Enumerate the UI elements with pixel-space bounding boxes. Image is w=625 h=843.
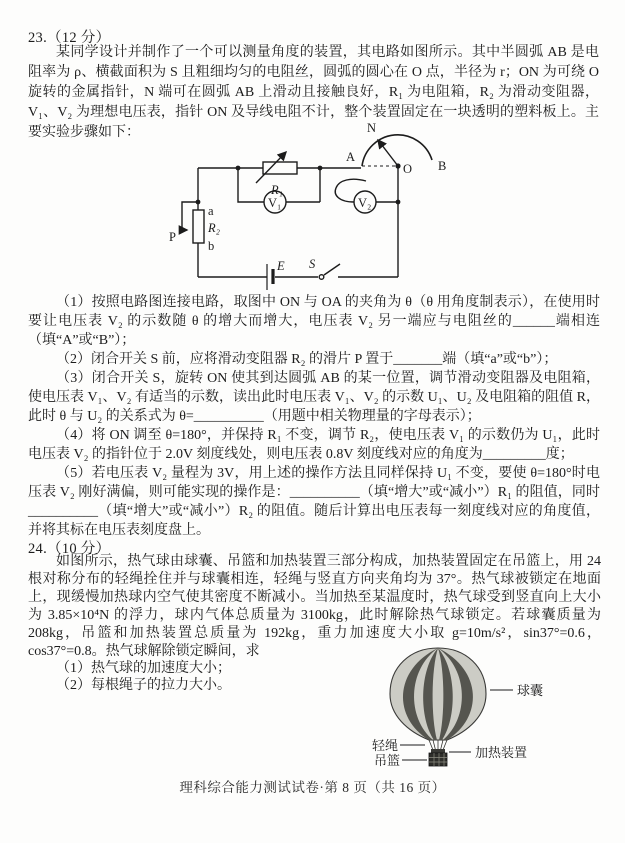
resistor-R1	[263, 162, 297, 174]
q23-number: 23.（12 分）	[28, 30, 111, 46]
circuit-diagram	[150, 118, 480, 292]
rope-line	[433, 740, 436, 750]
q23-step-2: （2）闭合开关 S 前，应将滑动变阻器 R₂ 的滑片 P 置于_______端（填“a”或“b”）；	[56, 352, 558, 367]
q24-subitem-1: （1）热气球的加速度大小；	[56, 661, 231, 676]
switch-contact	[319, 275, 324, 280]
label-B: B	[438, 159, 447, 173]
resistance-wire-arc	[362, 135, 432, 166]
q23-step-4: （4）将 ON 调至 θ=180°，并保持 R₁ 不变，调节 R₂，使电压表 V₁ 的示数仍为 U₁，此时电压表 V₂ 的指针位于 2.0V 刻度线处，则电压表 0.8V 刻度线对应的角度为_________度；	[28, 428, 600, 462]
label-a: a	[208, 204, 214, 218]
rheostat-slider-wire	[182, 202, 198, 230]
q23-step-3: （3）闭合开关 S，旋转 ON 使其到达圆弧 AB 的某一位置，调节滑动变阻器及电阻箱，使电压表 V₁、V₂ 有适当的示数，读出此时电压表 V₁、V₂ 的示数 U₁、U₂ 及电阻箱的阻值 R，此时 θ 与 U₂ 的关系式为 θ=__________（用题中相关物理量的字母表示）；	[28, 371, 600, 424]
label-E: E	[277, 259, 285, 273]
balloon-heater	[431, 749, 445, 753]
pointer-ON	[378, 140, 398, 166]
label-A: A	[346, 150, 356, 164]
q24-subitem-2: （2）每根绳子的拉力大小。	[56, 678, 231, 693]
label-heater: 加热装置	[475, 745, 528, 760]
rope-line	[429, 740, 433, 750]
switch-blade	[324, 264, 340, 275]
rope-line	[441, 740, 444, 750]
label-P: P	[169, 230, 176, 244]
label-R1: R₁	[271, 183, 283, 197]
rope-line	[443, 740, 447, 750]
label-N: N	[367, 121, 377, 135]
q24-number: 24.（10 分）	[28, 541, 111, 557]
junction-dot	[236, 166, 241, 171]
q23-intro: 某同学设计并制作了一个可以测量角度的装置，其电路如图所示。其中半圆弧 AB 是电阻率为 ρ、横截面积为 S 且粗细均匀的电阻丝，圆弧的圆心在 O 点，半径为 r；ON 为可绕 O 旋转的金属指针，N 端可在圆弧 AB 上滑动且接触良好，R₁ 为电阻箱，R₂ 为滑动变阻器，V₁、V₂ 为理想电压表，指针 ON 及导线电阻不计，整个装置固定在一块透明的塑料板上。主要实验步骤如下：	[28, 45, 599, 140]
wire	[286, 168, 320, 202]
label-S: S	[309, 257, 316, 271]
label-O: O	[403, 162, 413, 176]
q24-intro: 如图所示，热气球由球囊、吊篮和加热装置三部分构成，加热装置固定在吊篮上，用 24 根对称分布的轻绳拴住并与球囊相连，轻绳与竖直方向夹角均为 37°。热气球被锁定在地面上，现缓慢加热球内空气使其密度不断减小。当加热至某温度时，热气球受到竖直向上大小为 3.85×10⁴N 的浮力，球内气体总质量为 3100kg，此时解除热气球锁定。若球囊质量为 208kg，吊篮和加热装置总质量为 192kg，重力加速度大小取 g=10m/s²，sin37°=0.6，cos37°=0.8。热气球解除锁定瞬间，求	[28, 554, 601, 659]
label-basket: 吊篮	[374, 753, 401, 768]
label-V2: V₂	[358, 196, 372, 210]
rheostat-R2	[193, 210, 204, 243]
label-b: b	[208, 239, 215, 253]
balloon-figure	[363, 644, 590, 776]
junction-dot	[318, 166, 323, 171]
circuit-wires	[181, 135, 432, 290]
page-footer: 理科综合能力测试试卷·第 8 页（共 16 页）	[179, 780, 446, 795]
wire	[238, 168, 264, 202]
label-envelope: 球囊	[517, 683, 544, 698]
junction-dot	[396, 200, 401, 205]
junction-dot	[196, 200, 201, 205]
label-R2: R₂	[208, 221, 220, 235]
label-rope: 轻绳	[372, 738, 399, 753]
q23-step-5: （5）若电压表 V₂ 量程为 3V，用上述的操作方法且同样保持 U₁ 不变，要使 θ=180°时电压表 V₂ 刚好满偏，则可能实现的操作是：__________（填“增大”或“减小”）R₁ 的阻值，同时__________（填“增大”或“减小”）R₂ 的阻值。随后计算出电压表每一刻度线对应的角度值，并将其标在电压表刻度盘上。	[28, 466, 600, 538]
junction-dot-O	[395, 163, 400, 168]
q23-step-1: （1）按照电路图连接电路，取图中 ON 与 OA 的夹角为 θ（θ 用角度制表示），在使用时要让电压表 V₂ 的示数随 θ 的增大而增大，电压表 V₂ 另一端应与电阻丝的______端相连（填“A”或“B”）；	[28, 295, 600, 348]
q23-steps	[28, 293, 600, 540]
label-V1: V₁	[268, 196, 282, 210]
balloon-ropes	[429, 740, 447, 750]
